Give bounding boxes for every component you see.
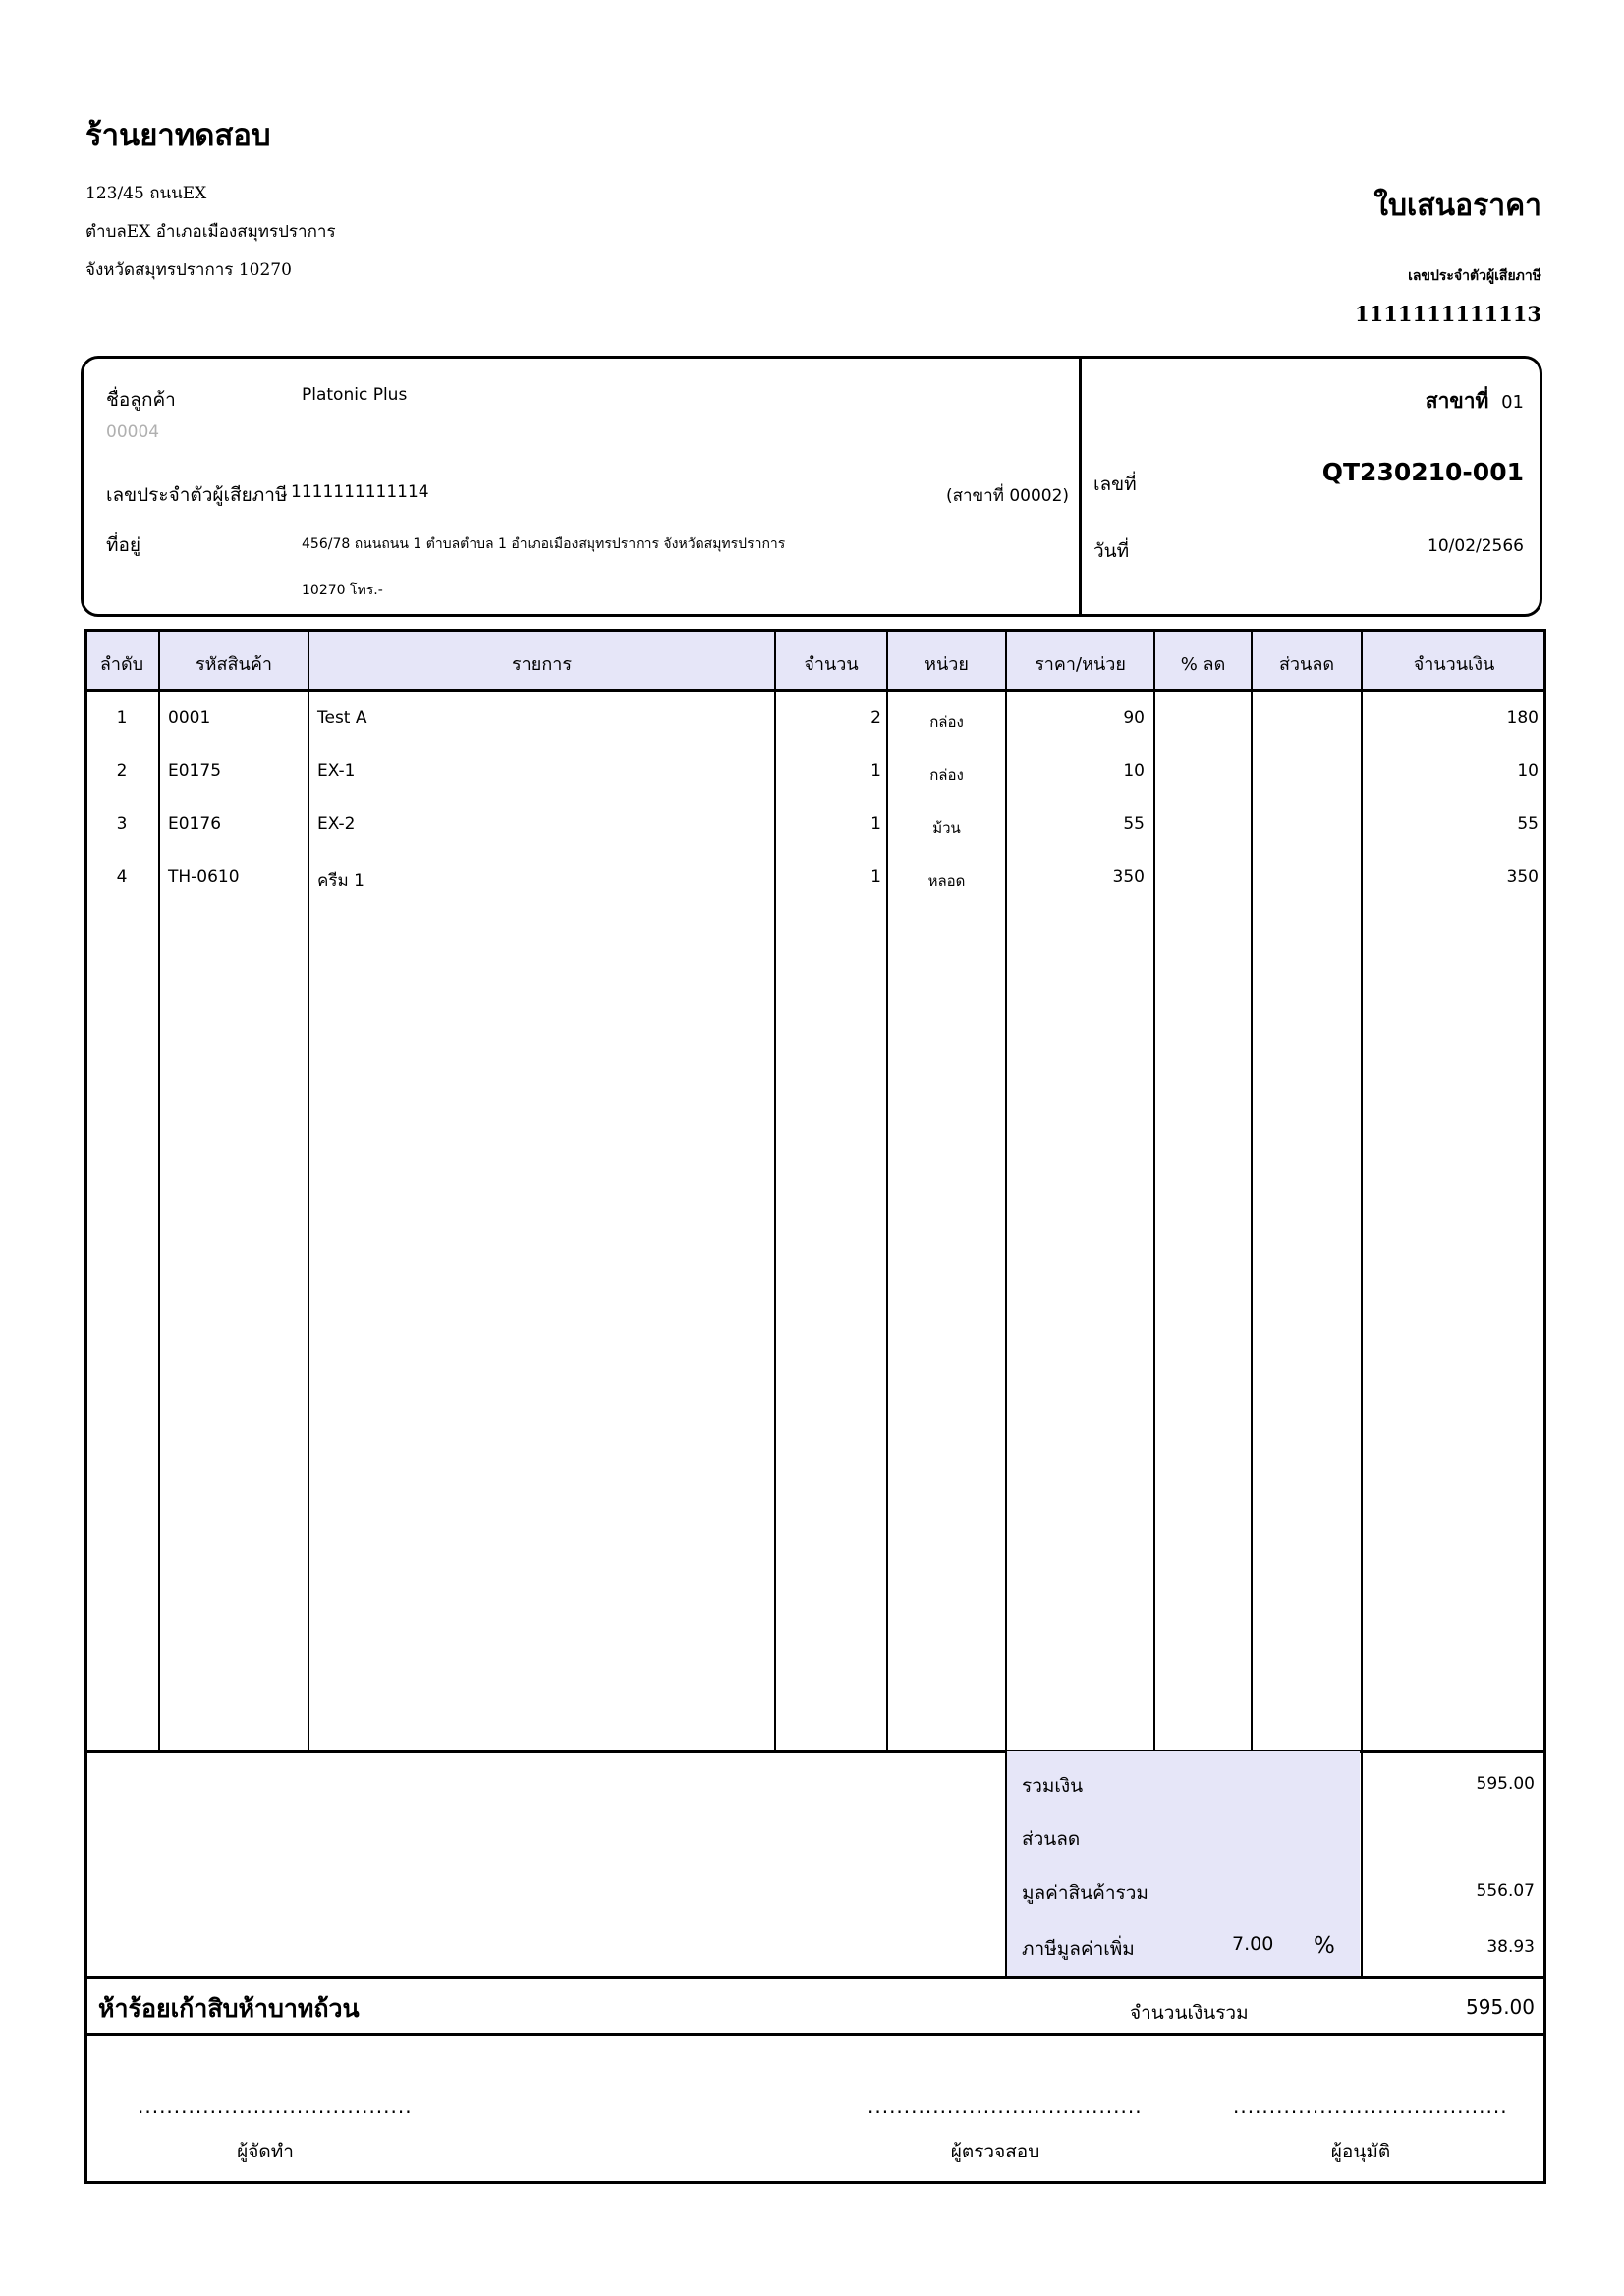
customer-name-label: ชื่อลูกค้า — [106, 389, 176, 411]
row-qty: 1 — [870, 868, 881, 887]
doc-number-label: เลขที่ — [1093, 474, 1137, 495]
totals-divider — [1005, 1751, 1007, 1979]
net-label: มูลค่าสินค้ารวม — [1022, 1882, 1148, 1904]
row-code: E0176 — [168, 814, 222, 834]
grand-total-value: 595.00 — [1466, 1995, 1535, 2019]
net-value: 556.07 — [1476, 1881, 1535, 1901]
row-price: 55 — [1123, 814, 1145, 834]
row-no: 3 — [116, 814, 128, 834]
branch-value: 01 — [1501, 392, 1524, 413]
document-title: ใบเสนอราคา — [1373, 189, 1541, 223]
row-unit: ม้วน — [932, 819, 961, 837]
customer-address-label: ที่อยู่ — [106, 534, 141, 556]
prepared-by-label: ผู้จัดทำ — [237, 2141, 294, 2162]
col-header-amount: จำนวนเงิน — [1413, 654, 1495, 675]
discount-label: ส่วนลด — [1022, 1828, 1081, 1850]
doc-date-label: วันที่ — [1093, 540, 1130, 562]
col-divider — [1153, 629, 1155, 1753]
customer-box-divider — [1079, 356, 1082, 617]
signature-line-approved: ...................................... — [1233, 2095, 1508, 2118]
col-header-unit: หน่วย — [924, 654, 969, 675]
row-unit: กล่อง — [929, 766, 964, 784]
customer-code: 00004 — [106, 422, 160, 442]
col-divider — [886, 629, 888, 1753]
shop-address-line-1: 123/45 ถนนEX — [85, 184, 207, 203]
checked-by-label: ผู้ตรวจสอบ — [950, 2141, 1040, 2162]
vat-label: ภาษีมูลค่าเพิ่ม — [1022, 1938, 1135, 1960]
row-price: 90 — [1123, 708, 1145, 728]
col-divider — [158, 629, 160, 1753]
grand-total-label: จำนวนเงินรวม — [1130, 2002, 1249, 2024]
row-code: E0175 — [168, 761, 222, 781]
signature-line-checked: ...................................... — [868, 2095, 1143, 2118]
col-divider — [308, 629, 309, 1753]
col-header-desc: รายการ — [512, 654, 572, 675]
doc-number: QT230210-001 — [1321, 458, 1524, 486]
subtotal-label: รวมเงิน — [1022, 1775, 1084, 1797]
col-header-disc: ส่วนลด — [1278, 654, 1335, 675]
customer-branch-note: (สาขาที่ 00002) — [946, 486, 1070, 506]
row-no: 1 — [116, 708, 128, 728]
items-table — [84, 629, 1546, 1753]
row-no: 4 — [116, 868, 128, 887]
branch-label: สาขาที่ — [1425, 388, 1489, 413]
signature-line-prepared: ...................................... — [138, 2095, 413, 2118]
row-amount: 180 — [1506, 708, 1539, 728]
row-price: 350 — [1112, 868, 1145, 887]
customer-address-line-1: 456/78 ถนนถนน 1 ตำบลตำบล 1 อำเภอเมืองสมุทรปราการ จังหวัดสมุทรปราการ — [302, 536, 786, 552]
row-qty: 2 — [870, 708, 881, 728]
col-divider — [1251, 629, 1253, 1753]
row-code: TH-0610 — [168, 868, 240, 887]
col-header-qty: จำนวน — [804, 654, 859, 675]
totals-divider — [1361, 1751, 1363, 1979]
row-code: 0001 — [168, 708, 211, 728]
col-header-code: รหัสสินค้า — [196, 654, 272, 675]
row-amount: 55 — [1517, 814, 1539, 834]
row-price: 10 — [1123, 761, 1145, 781]
vat-rate: 7.00 — [1232, 1933, 1274, 1955]
col-divider — [1005, 629, 1007, 1753]
shop-address-line-3: จังหวัดสมุทรปราการ 10270 — [85, 260, 292, 280]
col-divider — [1361, 629, 1363, 1753]
row-desc: EX-2 — [317, 814, 356, 834]
shop-tax-id-label: เลขประจำตัวผู้เสียภาษี — [1408, 268, 1541, 284]
customer-tax-id-label: เลขประจำตัวผู้เสียภาษี — [106, 484, 288, 506]
row-qty: 1 — [870, 761, 881, 781]
doc-date: 10/02/2566 — [1428, 536, 1524, 556]
approved-by-label: ผู้อนุมัติ — [1330, 2141, 1391, 2162]
row-no: 2 — [116, 761, 128, 781]
row-amount: 350 — [1506, 868, 1539, 887]
row-desc: ครีม 1 — [317, 871, 364, 891]
col-divider — [774, 629, 776, 1753]
customer-address-line-2: 10270 โทร.- — [302, 583, 383, 598]
row-desc: EX-1 — [317, 761, 356, 781]
row-qty: 1 — [870, 814, 881, 834]
customer-tax-id: 1111111111114 — [291, 482, 429, 502]
vat-percent-sign: % — [1314, 1933, 1335, 1959]
col-header-pct: % ลด — [1180, 654, 1226, 675]
vat-value: 38.93 — [1486, 1937, 1535, 1957]
row-desc: Test A — [317, 708, 367, 728]
row-unit: กล่อง — [929, 713, 964, 731]
row-amount: 10 — [1517, 761, 1539, 781]
subtotal-value: 595.00 — [1476, 1774, 1535, 1794]
customer-name: Platonic Plus — [302, 385, 408, 405]
shop-name: ร้านยาทดสอบ — [85, 118, 271, 153]
amount-in-words: ห้าร้อยเก้าสิบห้าบาทถ้วน — [98, 1994, 360, 2023]
row-unit: หลอด — [927, 872, 966, 890]
shop-tax-id: 1111111111113 — [1355, 302, 1541, 326]
col-header-no: ลำดับ — [99, 654, 144, 675]
shop-address-line-2: ตำบลEX อำเภอเมืองสมุทรปราการ — [85, 222, 336, 242]
col-header-price: ราคา/หน่วย — [1035, 654, 1126, 675]
